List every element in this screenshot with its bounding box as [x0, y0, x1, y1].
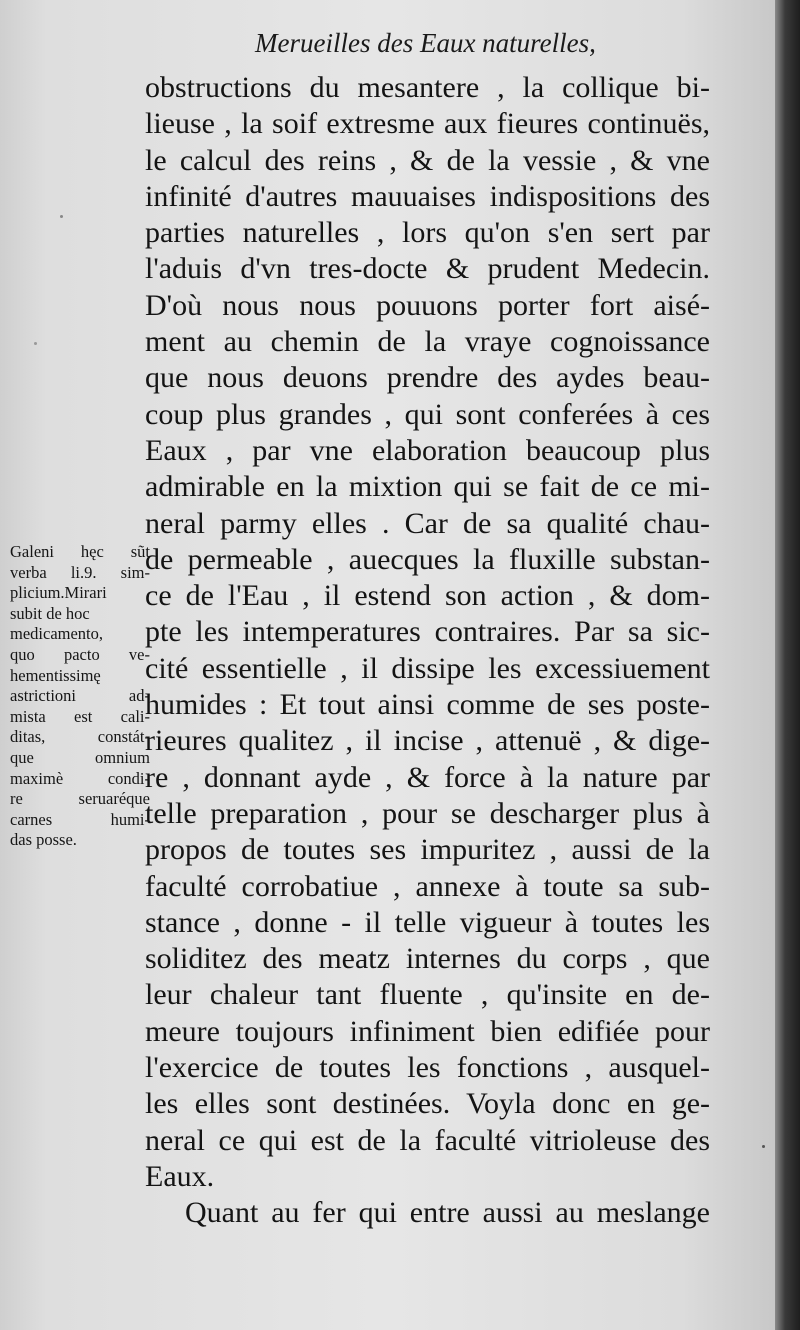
- text-line: l'aduis d'vn tres-docte & prudent Medecin.: [145, 252, 710, 286]
- margin-note-line: ditas, constát-: [10, 727, 150, 747]
- margin-note-line: hementissimę: [10, 665, 101, 685]
- paper-speck: [34, 342, 37, 345]
- text-line: infinité d'autres mauuaises indispositions des: [145, 179, 710, 213]
- paper-speck: [762, 1145, 765, 1148]
- text-line: de permeable , auecques la fluxille substan-: [145, 542, 710, 576]
- text-line: coup plus grandes , qui sont conferées à ces: [145, 397, 710, 431]
- text-line: les elles sont destinées. Voyla donc en ge-: [145, 1087, 710, 1121]
- text-line: admirable en la mixtion qui se fait de ce mi-: [145, 470, 710, 504]
- text-line: ce de l'Eau , il estend son action , & dom-: [145, 579, 710, 613]
- text-line: pte les intemperatures contraires. Par sa sic-: [145, 615, 710, 649]
- margin-note-line: carnes humi-: [10, 809, 150, 829]
- text-line: telle preparation , pour se descharger plus à: [145, 796, 710, 830]
- text-line: Eaux , par vne elaboration beaucoup plus: [145, 433, 710, 467]
- text-line: obstructions du mesantere , la collique bi-: [145, 71, 710, 104]
- text-line: D'où nous nous pouuons porter fort aisé-: [145, 288, 710, 322]
- margin-note-line: quo pacto ve-: [10, 644, 150, 664]
- text-line: cité essentielle , il dissipe les excessiuement: [145, 651, 710, 685]
- text-line: stance , donne - il telle vigueur à toutes les: [145, 905, 710, 939]
- text-line: ment au chemin de la vraye cognoissance: [145, 325, 710, 359]
- text-line: le calcul des reins , & de la vessie , & vne: [145, 143, 710, 177]
- text-line: neral ce qui est de la faculté vitrioleuse des: [145, 1123, 710, 1157]
- text-line: leur chaleur tant fluente , qu'insite en de-: [145, 978, 710, 1012]
- text-line: l'exercice de toutes les fonctions , ausquel-: [145, 1051, 710, 1085]
- margin-note-line: re seruaréque: [10, 789, 150, 809]
- margin-note-line: verba li.9. sim-: [10, 562, 150, 582]
- paper-speck: [60, 215, 63, 218]
- margin-note-line: plicium.Mirari: [10, 583, 107, 603]
- margin-note-line: mista est cali-: [10, 706, 150, 726]
- margin-note-line: que omnium: [10, 747, 150, 767]
- margin-note-line: das posse.: [10, 830, 77, 850]
- main-text-block: [145, 70, 710, 1232]
- page-edge-shadow: [775, 0, 800, 1330]
- running-head: Merueilles des Eaux naturelles,: [255, 28, 596, 58]
- margin-note-line: Galeni hęc sũt: [10, 542, 150, 561]
- text-line: propos de toutes ses impuritez , aussi de la: [145, 833, 710, 867]
- margin-note: [10, 542, 150, 851]
- text-line: Quant au fer qui entre aussi au meslange: [185, 1196, 710, 1230]
- text-line: neral parmy elles . Car de sa qualité chau-: [145, 506, 710, 540]
- text-line: lieuse , la soif extresme aux fieures continuës,: [145, 107, 710, 141]
- text-line: rieures qualitez , il incise , attenuë , & dige-: [145, 724, 710, 758]
- text-line: meure toujours infiniment bien edifiée pour: [145, 1014, 710, 1048]
- text-line: parties naturelles , lors qu'on s'en sert par: [145, 216, 710, 250]
- text-line: humides : Et tout ainsi comme de ses poste-: [145, 688, 710, 722]
- text-line: re , donnant ayde , & force à la nature par: [145, 760, 710, 794]
- text-line: soliditez des meatz internes du corps , que: [145, 942, 710, 976]
- margin-note-line: subit de hoc: [10, 603, 90, 623]
- text-line: faculté corrobatiue , annexe à toute sa sub-: [145, 869, 710, 903]
- margin-note-line: maximè condi-: [10, 768, 150, 788]
- text-line: que nous deuons prendre des aydes beau-: [145, 361, 710, 395]
- margin-note-line: medicamento,: [10, 624, 104, 644]
- text-line: Eaux.: [145, 1159, 215, 1193]
- margin-note-line: astrictioni ad-: [10, 686, 150, 706]
